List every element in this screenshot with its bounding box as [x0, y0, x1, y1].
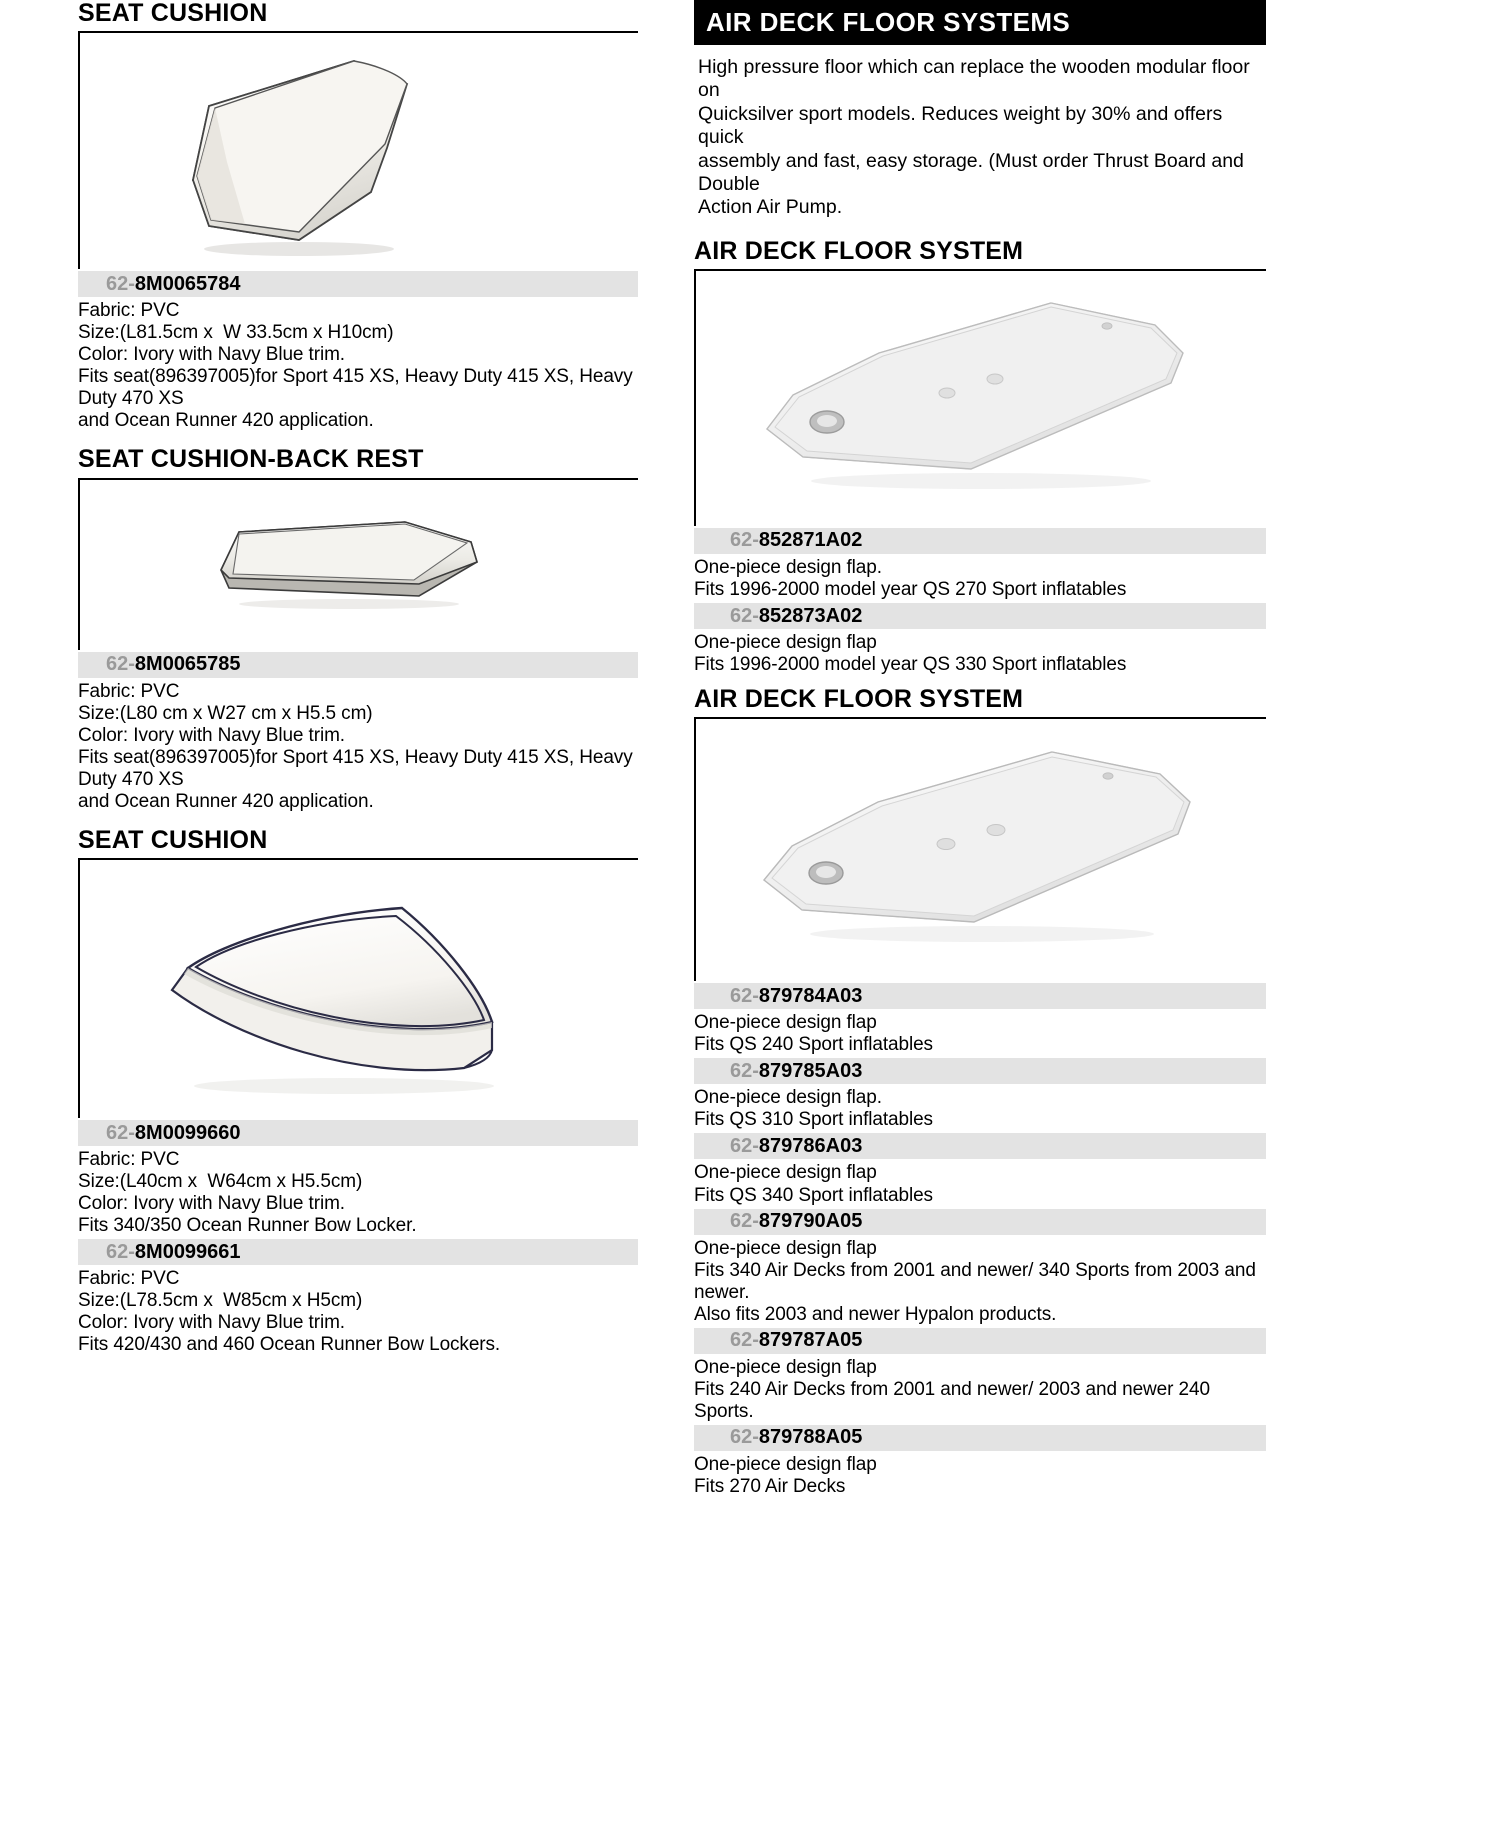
part-number-bar[interactable]	[694, 1425, 1266, 1451]
part-number: 852871A02	[758, 529, 863, 552]
part-number-bar[interactable]	[694, 1328, 1266, 1354]
desc-line: Fits QS 310 Sport inflatables	[694, 1109, 933, 1131]
page-title-banner	[694, 0, 1266, 45]
part-description	[694, 1451, 1266, 1498]
desc-line: Fabric: PVC	[78, 300, 180, 322]
product-image-seat-cushion-1	[78, 33, 638, 269]
part-prefix: 62-	[730, 1210, 759, 1233]
bow-locker-cushion-illustration	[144, 872, 574, 1107]
desc-line: Fits seat(896397005)for Sport 415 XS, Heavy Duty 415 XS, Heavy Duty 470 XS	[78, 366, 638, 410]
part-number: 8M0065785	[134, 653, 241, 676]
part-prefix: 62-	[106, 272, 135, 295]
right-column	[694, 0, 1266, 1498]
section-air-deck-floor-system-2	[694, 686, 1266, 1498]
part-number-bar[interactable]	[78, 652, 638, 678]
desc-line: Fits QS 240 Sport inflatables	[694, 1034, 933, 1056]
desc-line: Fits 340 Air Decks from 2001 and newer/ 340 Sports from 2003 and newer.	[694, 1259, 1261, 1303]
air-deck-panel-illustration-2	[746, 740, 1216, 960]
banner-title: AIR DECK FLOOR SYSTEMS	[706, 7, 1071, 37]
desc-line: Size:(L40cm x W64cm x H5.5cm)	[78, 1171, 363, 1193]
part-number-bar[interactable]	[78, 271, 638, 297]
part-prefix: 62-	[106, 653, 135, 676]
intro-paragraph	[694, 45, 1266, 220]
product-image-bow-locker-cushion	[78, 860, 638, 1118]
intro-line: Action Air Pump.	[698, 196, 843, 219]
section-title: AIR DECK FLOOR SYSTEM	[694, 685, 1024, 714]
desc-line: One-piece design flap.	[694, 556, 882, 578]
part-description	[78, 297, 638, 432]
part-prefix: 62-	[106, 1240, 135, 1263]
left-column	[78, 0, 638, 1356]
part-prefix: 62-	[730, 529, 759, 552]
desc-line: Fits 340/350 Ocean Runner Bow Locker.	[78, 1215, 417, 1237]
desc-line: Fits seat(896397005)for Sport 415 XS, Heavy Duty 415 XS, Heavy Duty 470 XS	[78, 746, 638, 790]
back-rest-illustration	[209, 510, 509, 620]
desc-line: Color: Ivory with Navy Blue trim.	[78, 1312, 345, 1334]
part-number-bar[interactable]	[694, 1209, 1266, 1235]
desc-line: One-piece design flap.	[694, 1087, 882, 1109]
desc-line: One-piece design flap	[694, 1453, 877, 1475]
part-number: 852873A02	[758, 604, 863, 627]
part-number: 879787A05	[758, 1329, 863, 1352]
part-description	[694, 1009, 1266, 1056]
part-prefix: 62-	[106, 1121, 135, 1144]
part-number-bar[interactable]	[694, 1133, 1266, 1159]
section-title: SEAT CUSHION	[78, 825, 268, 854]
section-title: SEAT CUSHION-BACK REST	[78, 445, 424, 474]
part-number-bar[interactable]	[694, 528, 1266, 554]
part-number: 879786A03	[758, 1134, 863, 1157]
intro-line: High pressure floor which can replace the wooden modular floor on	[698, 56, 1250, 102]
desc-line: and Ocean Runner 420 application.	[78, 410, 374, 432]
desc-line: Fits 420/430 and 460 Ocean Runner Bow Lockers.	[78, 1334, 501, 1356]
section-seat-cushion-2	[78, 827, 638, 1357]
part-description	[694, 554, 1266, 601]
part-number: 879790A05	[758, 1210, 863, 1233]
desc-line: Fabric: PVC	[78, 680, 180, 702]
part-number: 879788A05	[758, 1426, 863, 1449]
part-description	[78, 1265, 638, 1356]
part-number: 8M0099661	[134, 1240, 241, 1263]
part-description	[694, 1235, 1266, 1326]
section-air-deck-floor-system-1	[694, 238, 1266, 676]
part-description	[78, 678, 638, 813]
part-number: 8M0099660	[134, 1121, 241, 1144]
desc-line: Fits 270 Air Decks	[694, 1475, 846, 1497]
desc-line: One-piece design flap	[694, 1237, 877, 1259]
part-prefix: 62-	[730, 1059, 759, 1082]
intro-line: assembly and fast, easy storage. (Must order Thrust Board and Double	[698, 149, 1244, 195]
part-description	[694, 1354, 1266, 1423]
intro-line: Quicksilver sport models. Reduces weight by 30% and offers quick	[698, 102, 1223, 149]
part-prefix: 62-	[730, 984, 759, 1007]
part-prefix: 62-	[730, 604, 759, 627]
desc-line: Color: Ivory with Navy Blue trim.	[78, 344, 345, 366]
desc-line: and Ocean Runner 420 application.	[78, 790, 374, 812]
desc-line: One-piece design flap	[694, 1356, 877, 1378]
desc-line: Fabric: PVC	[78, 1149, 180, 1171]
section-title: AIR DECK FLOOR SYSTEM	[694, 236, 1024, 265]
desc-line: Fabric: PVC	[78, 1268, 180, 1290]
part-number-bar[interactable]	[694, 983, 1266, 1009]
desc-line: Size:(L78.5cm x W85cm x H5cm)	[78, 1290, 363, 1312]
part-description	[694, 1084, 1266, 1131]
product-image-air-deck-2	[694, 719, 1266, 981]
part-prefix: 62-	[730, 1134, 759, 1157]
desc-line: One-piece design flap	[694, 1162, 877, 1184]
part-number-bar[interactable]	[78, 1120, 638, 1146]
part-description	[694, 1159, 1266, 1206]
part-number: 879785A03	[758, 1059, 863, 1082]
part-prefix: 62-	[730, 1426, 759, 1449]
part-number-bar[interactable]	[694, 1058, 1266, 1084]
desc-line: Fits 1996-2000 model year QS 330 Sport inflatables	[694, 654, 1127, 676]
part-description	[694, 629, 1266, 676]
part-prefix: 62-	[730, 1329, 759, 1352]
product-image-back-rest	[78, 480, 638, 650]
part-number: 879784A03	[758, 984, 863, 1007]
desc-line: Size:(L80 cm x W27 cm x H5.5 cm)	[78, 702, 373, 724]
section-title: SEAT CUSHION	[78, 0, 268, 27]
seat-cushion-illustration	[149, 44, 569, 259]
section-seat-cushion-back-rest	[78, 446, 638, 812]
section-seat-cushion-1	[78, 0, 638, 432]
air-deck-panel-illustration	[751, 291, 1211, 506]
desc-line: One-piece design flap	[694, 1012, 877, 1034]
part-number: 8M0065784	[134, 272, 241, 295]
desc-line: Color: Ivory with Navy Blue trim.	[78, 1193, 345, 1215]
desc-line: Fits 1996-2000 model year QS 270 Sport inflatables	[694, 579, 1127, 601]
part-number-bar[interactable]	[78, 1239, 638, 1265]
product-image-air-deck-1	[694, 271, 1266, 526]
part-description	[78, 1146, 638, 1237]
desc-line: Also fits 2003 and newer Hypalon products.	[694, 1303, 1057, 1325]
desc-line: Color: Ivory with Navy Blue trim.	[78, 724, 345, 746]
part-number-bar[interactable]	[694, 603, 1266, 629]
desc-line: Fits QS 340 Sport inflatables	[694, 1184, 933, 1206]
desc-line: Size:(L81.5cm x W 33.5cm x H10cm)	[78, 322, 394, 344]
desc-line: One-piece design flap	[694, 632, 877, 654]
desc-line: Fits 240 Air Decks from 2001 and newer/ 2003 and newer 240 Sports.	[694, 1378, 1216, 1422]
